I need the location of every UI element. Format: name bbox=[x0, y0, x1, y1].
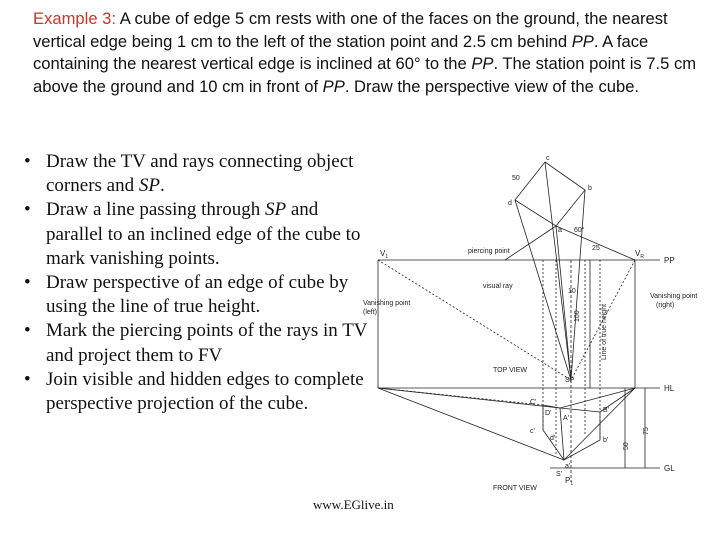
pp-term: PP bbox=[571, 31, 594, 51]
label-dim50: 50 bbox=[512, 175, 520, 182]
problem-text-2: . A face containing the nearest vertical edge is inclined at 60° to the bbox=[33, 31, 649, 74]
label-d: d bbox=[508, 200, 512, 207]
problem-statement bbox=[33, 8, 705, 98]
label-dim100: 100 bbox=[574, 310, 581, 322]
label-a-prime: a' bbox=[565, 463, 571, 470]
label-visual-ray: visual ray bbox=[483, 283, 513, 290]
label-dim10: 10 bbox=[568, 288, 576, 295]
perspective-diagram bbox=[360, 150, 710, 495]
step-item: • Draw a line passing through SP and parallel to an inclined edge of the cube to mark vanishing points. bbox=[22, 198, 372, 271]
label-d-prime: d' bbox=[550, 435, 556, 442]
label-pp: PP bbox=[664, 256, 675, 265]
label-vr: $V_R$ bbox=[635, 249, 644, 260]
label-v1: $V_1$ bbox=[380, 249, 389, 260]
label-c: c bbox=[546, 155, 550, 162]
label-vp-left-2: (left) bbox=[363, 309, 377, 316]
label-angle60: 60° bbox=[574, 227, 585, 234]
label-piercing: piercing point bbox=[468, 248, 510, 255]
label-dim25: 25 bbox=[592, 245, 600, 252]
label-sp: SP bbox=[565, 377, 575, 384]
label-vp-left: Vanishing point bbox=[363, 300, 411, 307]
label-b: b bbox=[588, 185, 592, 192]
label-gl: GL bbox=[664, 464, 675, 473]
label-cp: C' bbox=[530, 399, 537, 406]
label-c-prime: c' bbox=[530, 428, 535, 435]
label-vp-right: Vanishing point bbox=[650, 293, 698, 300]
label-vp-right-2: (right) bbox=[656, 302, 675, 309]
label-top-view: TOP VIEW bbox=[493, 367, 527, 374]
label-bp: B' bbox=[603, 407, 610, 414]
example-label: Example 3: bbox=[33, 9, 117, 28]
step-item: • Draw perspective of an edge of cube by using the line of true height. bbox=[22, 271, 372, 319]
label-front-view: FRONT VIEW bbox=[493, 485, 537, 492]
label-a: a bbox=[558, 227, 562, 234]
label-b-prime: b' bbox=[603, 437, 609, 444]
label-ap: A' bbox=[563, 415, 570, 422]
steps-list bbox=[22, 150, 372, 416]
pp-term: PP bbox=[471, 54, 494, 74]
label-line-true-height: Line of true height bbox=[601, 303, 608, 360]
footer-credit: www.EGlive.in bbox=[313, 497, 394, 512]
problem-text-3: . The station point is 7.5 cm above the ground and 10 cm in front of bbox=[33, 54, 697, 96]
label-hl: HL bbox=[664, 384, 675, 393]
problem-text-4: . Draw the perspective view of the cube. bbox=[344, 76, 640, 96]
label-dp: D' bbox=[545, 410, 552, 417]
pp-term: PP bbox=[322, 76, 345, 96]
diagram-lines bbox=[378, 162, 660, 482]
step-item: • Draw the TV and rays connecting object corners and SP. bbox=[22, 150, 372, 198]
label-dim50b: 50 bbox=[623, 442, 630, 450]
problem-text-1: A cube of edge 5 cm rests with one of the faces on the ground, the nearest vertical edge being 1 cm to the left of the station point and 2.5 cm behind bbox=[33, 9, 668, 51]
step-item: • Mark the piercing points of the rays in TV and project them to FV bbox=[22, 319, 372, 367]
label-dim75: 75 bbox=[643, 427, 650, 435]
step-item: • Join visible and hidden edges to complete perspective projection of the cube. bbox=[22, 368, 372, 416]
top-view-square bbox=[515, 162, 585, 226]
label-p1: $P_1$ bbox=[565, 476, 574, 487]
label-s-prime: S' bbox=[556, 471, 563, 478]
